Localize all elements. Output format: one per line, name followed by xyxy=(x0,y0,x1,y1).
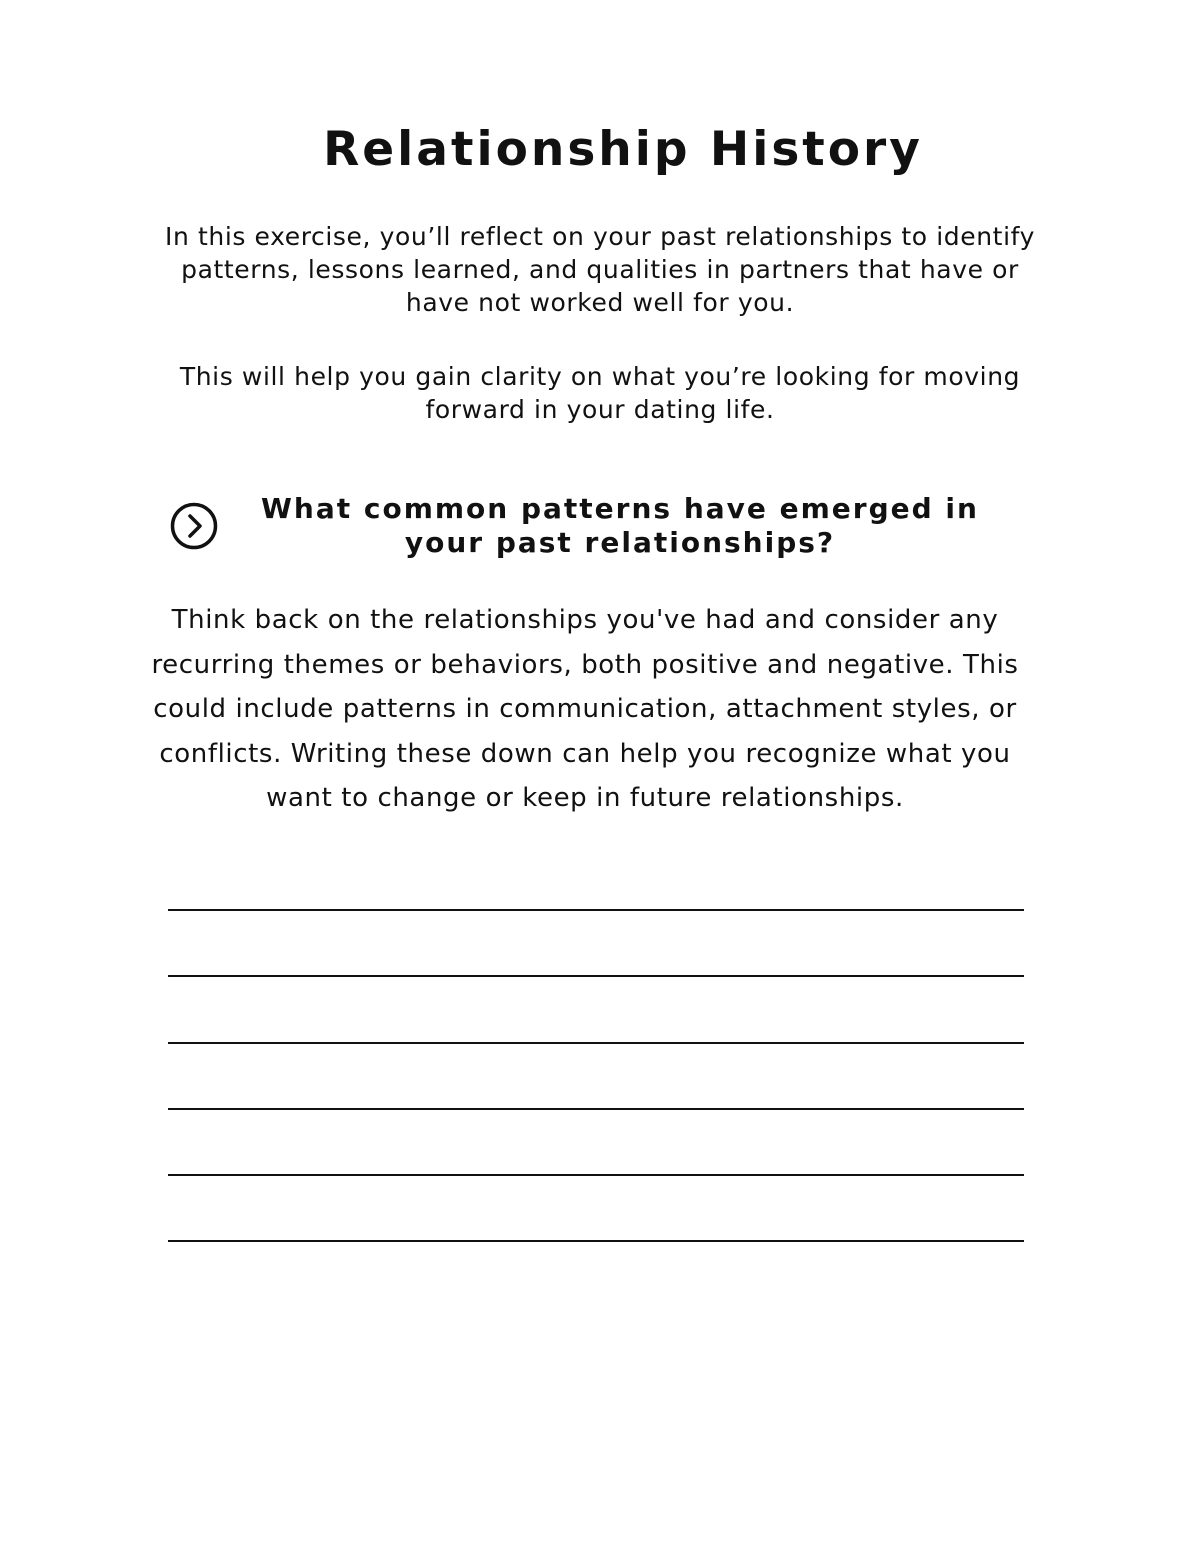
answer-line[interactable] xyxy=(168,1042,1024,1044)
question-heading: What common patterns have emerged in your past relationships? xyxy=(261,492,979,559)
chevron-right-circle-icon xyxy=(170,502,218,550)
answer-line[interactable] xyxy=(168,975,1024,977)
answer-line[interactable] xyxy=(168,1108,1024,1110)
answer-line[interactable] xyxy=(168,1240,1024,1242)
intro-paragraph: In this exercise, you’ll reflect on your past relationships to identify patterns, lessons learned, and qualities in partners that have or have not worked well for you. xyxy=(165,222,1035,317)
intro-paragraph: This will help you gain clarity on what you’re looking for moving forward in your dating life. xyxy=(179,362,1021,424)
answer-line[interactable] xyxy=(168,1174,1024,1176)
page-title: Relationship History xyxy=(323,122,923,177)
prompt-paragraph: Think back on the relationships you've had and consider any recurring themes or behaviors, both positive and negative. This could include patterns in communication, attachment styles, or conflicts. Writing these down can help you recognize what you want to change or keep in future relationships. xyxy=(151,605,1019,813)
answer-line[interactable] xyxy=(168,909,1024,911)
